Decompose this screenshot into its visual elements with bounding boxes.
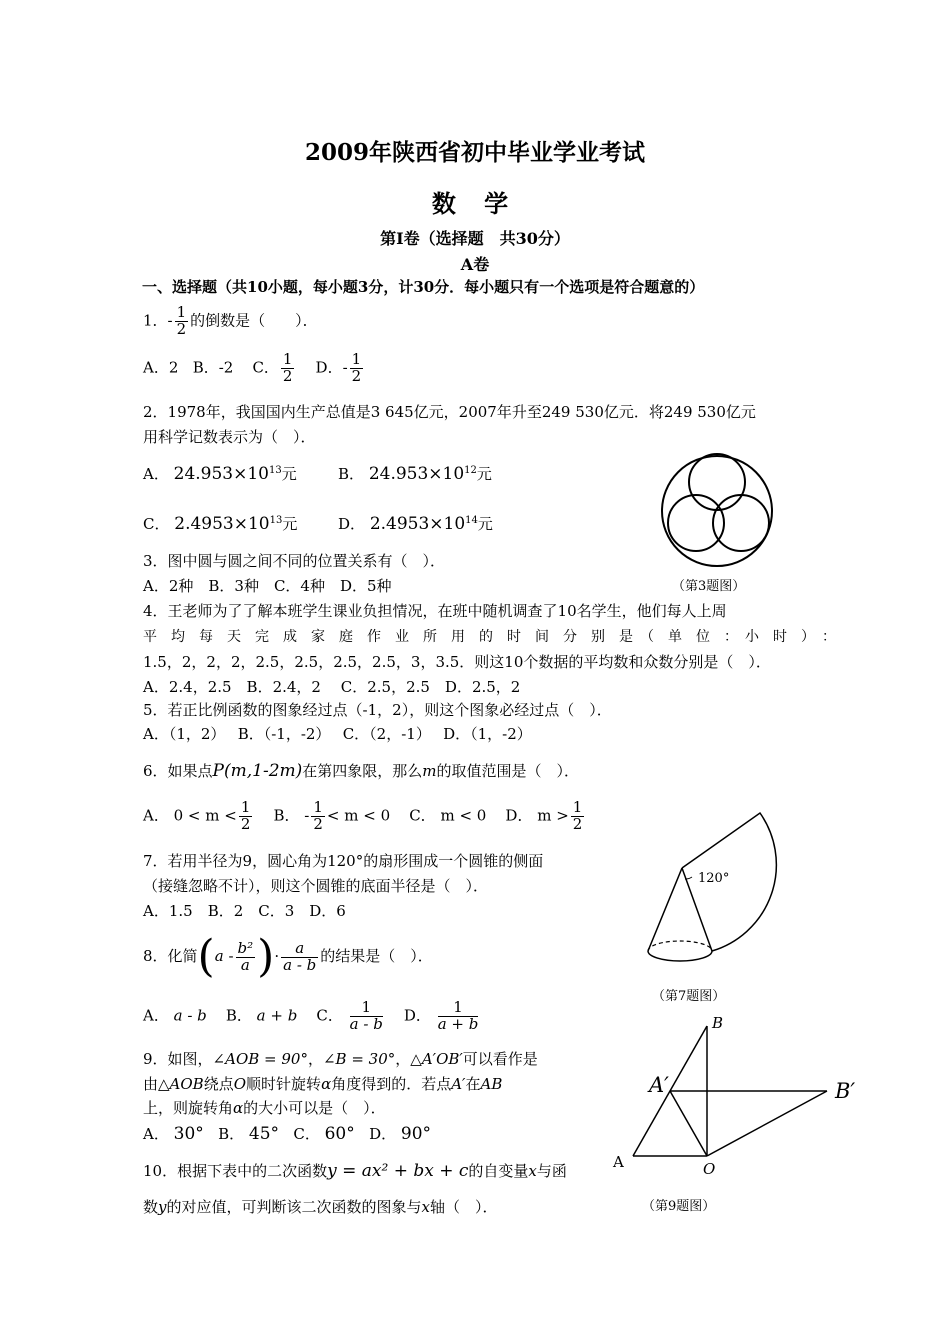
q10-line-1 (143, 1160, 567, 1181)
q1-number: 1． (143, 311, 168, 330)
top-circle (689, 454, 745, 510)
q8-a: a (214, 947, 224, 965)
q9-l1-m1: ∠AOB = 90° (212, 1050, 308, 1068)
q8-outer-num: a (281, 941, 318, 958)
q9-l2-m3: α (321, 1075, 332, 1093)
q10-function: y = ax² + bx + c (327, 1161, 469, 1181)
q2-d-unit: 元 (477, 515, 493, 533)
q9-option-b: 45° (248, 1124, 280, 1144)
label-B: B (712, 1014, 724, 1032)
q4-line-1: 4．王老师为了了解本班学生课业负担情况，在班中随机调查了10名学生，他们每人上周 (143, 602, 727, 620)
q8-b-label: B． (225, 1006, 252, 1025)
q6-b-frac (311, 800, 325, 833)
q8-c-label: C． (316, 1006, 343, 1025)
q6-a-pre: 0 < m < (173, 806, 237, 825)
q1-option-d (350, 352, 364, 385)
q1-frac-den: 2 (176, 319, 187, 338)
q9-option-d: 90° (400, 1124, 432, 1144)
q10-l2-post: 轴（ ）． (429, 1198, 498, 1216)
cone-left-edge (648, 868, 682, 951)
q8-option-b: a + b (256, 1006, 298, 1025)
q2-option-a (143, 463, 297, 484)
subject-title: 数 学 (431, 189, 519, 218)
q6-pre: 6．如果点 (143, 762, 213, 780)
q3-text: 3．图中圆与圆之间不同的位置关系有（ ）． (143, 552, 446, 570)
q6-var: m (422, 762, 437, 780)
q9-line-1 (143, 1048, 538, 1069)
q2-c-exp: 13 (269, 515, 283, 526)
q8-d-num: 1 (438, 1000, 479, 1017)
q1-option-b-label: B． (192, 358, 219, 377)
q2-option-d (338, 513, 493, 534)
q3-options: A．2种 B．3种 C．4种 D．5种 (143, 577, 392, 595)
q1-options (143, 352, 365, 385)
q8-dot: · (274, 947, 280, 965)
left-circle (668, 495, 724, 551)
q6-text (143, 760, 579, 781)
q6-a-frac (239, 800, 253, 833)
q6-a-label: A． (143, 806, 169, 825)
q2-c-label: C． (143, 515, 170, 533)
q9-rotation-figure (605, 1012, 865, 1182)
q2-line-1: 2．1978年，我国国内生产总值是3 645亿元，2007年升至249 530亿元．将249 530亿元 (143, 403, 756, 421)
q2-a-mantissa: 24.953×10 (173, 464, 269, 484)
q1-option-d-label: D． (315, 358, 343, 377)
q2-b-unit: 元 (476, 465, 492, 483)
q2-line-2: 用科学记数表示为（ ）． (143, 428, 316, 446)
q5-text: 5．若正比例函数的图象经过点（-1，2），则这个图象必经过点（ ）． (143, 701, 612, 719)
q10-l1-post: 与函 (536, 1162, 567, 1180)
base-front (648, 951, 712, 961)
q1-neg: - (167, 311, 173, 330)
q6-b-den: 2 (313, 814, 323, 833)
q1-option-c-label: C． (252, 358, 279, 377)
q8-c-num: 1 (350, 1000, 383, 1017)
q10-l2-mid: 的对应值，可判断该二次函数的图象与 (166, 1198, 422, 1216)
q8-inner-num: b² (237, 938, 254, 957)
label-A: A (613, 1153, 624, 1171)
q1-d-neg: - (342, 358, 348, 377)
q7-line-2: （接缝忽略不计），则这个圆锥的底面半径是（ ）． (143, 877, 489, 895)
q2-option-c (143, 513, 297, 534)
q9-c-label: C． (293, 1125, 320, 1143)
q3-circles-figure (655, 449, 780, 574)
q10-l1-x: x (528, 1162, 537, 1180)
q9-l2-mid2: 顺时针旋转 (246, 1075, 322, 1093)
q1-frac-num: 1 (176, 303, 187, 321)
q6-d-pre: m > (537, 806, 569, 825)
q2-b-mantissa: 24.953×10 (368, 464, 465, 484)
q8-option-c (350, 1000, 383, 1033)
q1-c-den: 2 (282, 366, 293, 385)
q1-option-a: A．2 (143, 358, 179, 377)
q6-c-val: m < 0 (440, 806, 487, 825)
q8-d-den: a + b (437, 1014, 479, 1033)
label-B-prime: B′ (835, 1079, 856, 1103)
q9-l2-m5: AB (480, 1075, 503, 1093)
q2-c-mantissa: 2.4953×10 (174, 514, 270, 534)
q1-fraction (175, 305, 189, 338)
q2-d-label: D． (338, 515, 366, 533)
q8-c-den: a - b (349, 1014, 383, 1033)
base-back (648, 941, 712, 951)
q6-d-label: D． (505, 806, 533, 825)
q9-line-3 (143, 1097, 386, 1118)
q6-d-num: 1 (572, 798, 583, 816)
volume-title: A卷 (460, 255, 490, 274)
label-A-prime: A′ (649, 1073, 669, 1097)
q8-option-d (438, 1000, 479, 1033)
q7-options: A．1.5 B．2 C．3 D．6 (143, 902, 346, 920)
q9-l3-pre: 上，则旋转角 (143, 1099, 234, 1117)
q6-a-den: 2 (240, 814, 251, 833)
q6-options (143, 800, 586, 833)
paper-title: 第Ⅰ卷（选择题 共30分） (380, 229, 570, 248)
q4-line-2: 平 均 每 天 完 成 家 庭 作 业 所 用 的 时 间 分 别 是 （ 单 位 ： 小 时 ） ： (143, 629, 836, 645)
q4-options: A．2.4，2.5 B．2.4，2 C．2.5，2.5 D．2.5，2 (143, 678, 521, 696)
q6-point: P(m,1-2m) (212, 761, 303, 781)
q9-b-label: B． (218, 1125, 245, 1143)
q2-a-unit: 元 (281, 465, 297, 483)
q9-l2-mid3: 角度得到的．若点 (331, 1075, 452, 1093)
q6-b-post: < m < 0 (326, 806, 391, 825)
q4-line-3: 1.5，2，2，2，2.5，2.5，2.5，2.5，3，3.5．则这10个数据的平均数和众数分别是（ ）． (143, 653, 771, 671)
q9-l3-post: 的大小可以是（ ）． (243, 1099, 386, 1117)
question-1 (143, 305, 318, 338)
q1-option-c (281, 352, 295, 385)
q10-l1-mid: 的自变量 (468, 1162, 529, 1180)
q6-a-num: 1 (240, 798, 251, 816)
q10-l2-x: x (421, 1198, 430, 1216)
q9-l2-mid: 绕点 (203, 1075, 234, 1093)
q1-d-num: 1 (351, 350, 362, 368)
q1-option-b: -2 (218, 358, 234, 377)
q6-b-label: B． (273, 806, 300, 825)
q2-b-exp: 12 (464, 465, 477, 476)
q6-b-neg: - (304, 806, 310, 825)
q8-d-label: D． (403, 1006, 431, 1025)
q8-post: 的结果是（ ）． (320, 947, 433, 965)
angle-label: 120° (698, 871, 730, 886)
q9-option-c: 60° (324, 1124, 355, 1144)
q2-d-exp: 14 (465, 515, 478, 526)
q7-caption: （第7题图） (652, 989, 726, 1004)
q9-l2-m4: A′ (451, 1075, 466, 1093)
q9-l2-pre: 由 (143, 1075, 159, 1093)
q6-d-den: 2 (572, 814, 583, 833)
q9-l1-m3: △A′OB′ (410, 1050, 463, 1068)
q2-d-mantissa: 2.4953×10 (369, 514, 466, 534)
q10-l2-y: y (158, 1198, 167, 1216)
q7-cone-figure (630, 805, 800, 975)
q8-a-label: A． (143, 1006, 169, 1025)
q6-b-num: 1 (313, 798, 323, 816)
q9-l2-m1: △AOB (158, 1075, 204, 1093)
q2-c-unit: 元 (282, 515, 298, 533)
q8-options (143, 1000, 480, 1033)
q9-d-label: D． (369, 1125, 397, 1143)
q10-line-2 (143, 1196, 498, 1217)
q1-d-den: 2 (351, 366, 362, 385)
q10-l1-pre: 10．根据下表中的二次函数 (143, 1162, 328, 1180)
q9-a-label: A． (143, 1125, 169, 1143)
q8-option-a: a - b (173, 1006, 207, 1025)
q5-options: A．（1，2） B．（-1，-2） C．（2，-1） D．（1，-2） (143, 725, 532, 743)
q9-line-2 (143, 1073, 502, 1094)
q6-d-frac (571, 800, 585, 833)
q8-inner-den: a (240, 955, 250, 974)
label-O: O (703, 1160, 716, 1178)
q6-mid: 在第四象限，那么 (302, 762, 423, 780)
q8-outer-frac (281, 938, 318, 974)
segment-OB1 (707, 1091, 827, 1156)
q9-options (143, 1123, 431, 1144)
q6-c-label: C． (409, 806, 436, 825)
section-heading: 一、选择题（共10小题，每小题3分，计30分．每小题只有一个选项是符合题意的） (142, 278, 705, 296)
q2-option-b (338, 463, 492, 484)
q6-post: 的取值范围是（ ）． (436, 762, 580, 780)
q9-l1-m2: ∠B = 30° (322, 1050, 396, 1068)
q9-l3-m1: α (233, 1099, 244, 1117)
q2-a-label: A． (143, 465, 169, 483)
q9-l1-pre: 9．如图， (143, 1050, 213, 1068)
segment-A1O (670, 1091, 707, 1156)
q9-option-a: 30° (173, 1124, 204, 1144)
right-circle (713, 495, 769, 551)
q9-l1-post: 可以看作是 (462, 1050, 538, 1068)
q7-line-1: 7．若用半径为9，圆心角为120°的扇形围成一个圆锥的侧面 (143, 852, 544, 870)
q8-outer-den: a - b (283, 955, 317, 974)
q9-l1-sep2: ， (395, 1050, 411, 1068)
q8-text: 8．化简(a - $\frac{\text{b²}}{a}$ )· $\frac{a}{a - b}$ 的结果是（ ）． (143, 931, 433, 982)
q1-text: 的倒数是（ ）． (190, 311, 318, 330)
q8-minus: - (228, 947, 234, 965)
q9-l2-mid4: 在 (465, 1075, 481, 1093)
exam-title: 2009年陕西省初中毕业学业考试 (304, 139, 645, 166)
q8-inner-frac (236, 938, 256, 974)
q9-l2-m2: O (233, 1075, 247, 1093)
q3-caption: （第3题图） (672, 579, 746, 594)
q9-caption: （第9题图） (642, 1199, 716, 1214)
q8-pre: 8．化简 (143, 947, 198, 965)
q2-a-exp: 13 (268, 465, 282, 476)
q1-c-num: 1 (282, 350, 293, 368)
q9-l1-sep: ， (307, 1050, 323, 1068)
q2-b-label: B． (338, 465, 365, 483)
q10-l2-pre: 数 (143, 1198, 159, 1216)
